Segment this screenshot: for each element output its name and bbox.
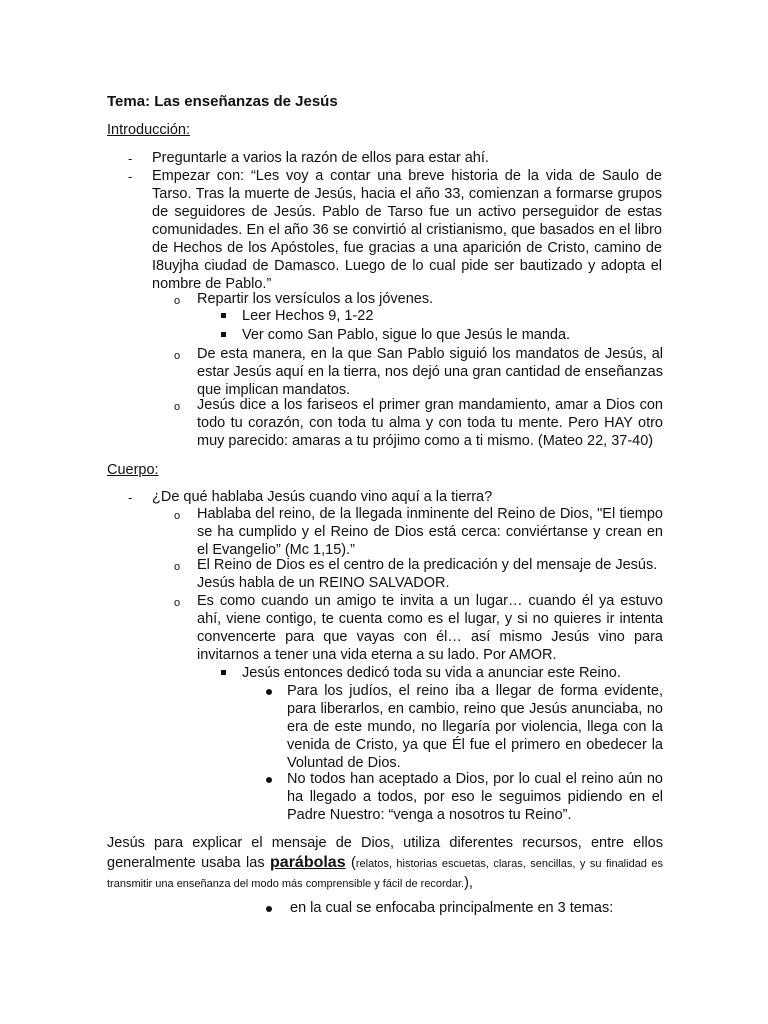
bullet-marker bbox=[266, 689, 272, 695]
intro-sub-1b: Ver como San Pablo, sigue lo que Jesús le manda. bbox=[242, 327, 571, 343]
body-sub-3: Es como cuando un amigo te invita a un lugar… cuando él ya estuvo ahí, viene contigo, te cuenta como es el lugar, y si no quieres ir intenta convencerte para que vayas con él… así mismo Jesús vino para invitarnos a tener una vida eterna a su lado. Por AMOR. bbox=[197, 593, 663, 663]
body-sub-3a: Jesús entonces dedicó toda su vida a anunciar este Reino. bbox=[242, 665, 621, 681]
closing-bullet: en la cual se enfocaba principalmente en 3 temas: bbox=[290, 900, 614, 916]
body-sub-1: Hablaba del reino, de la llegada inminente del Reino de Dios, "El tiempo se ha cumplido y el Reino de Dios está cerca: conviértanse y crean en el Evangelio” (Mc 1,15).” bbox=[197, 506, 663, 558]
intro-sub-3: Jesús dice a los fariseos el primer gran mandamiento, amar a Dios con todo tu corazón, con toda tu alma y con toda tu mente. Pero HAY otro muy parecido: amaras a tu prójimo como a ti mismo. (Mateo 22, 37-40) bbox=[197, 397, 663, 449]
circle-marker: o bbox=[174, 597, 181, 609]
dash-marker: - bbox=[128, 169, 133, 184]
circle-marker: o bbox=[174, 401, 181, 413]
body-bullet-1: Para los judíos, el reino iba a llegar de forma evidente, para liberarlos, en cambio, reino que Jesús anunciaba, no era de este mundo, no llegaría por violencia, llega con la venida de Cristo, ya que Él fue el primero en obedecer la Voluntad de Dios. bbox=[287, 683, 663, 771]
circle-marker: o bbox=[174, 295, 181, 307]
square-marker bbox=[221, 332, 226, 337]
parabolas-keyword: parábolas bbox=[270, 854, 346, 871]
intro-sub-1: Repartir los versículos a los jóvenes. bbox=[197, 291, 434, 307]
intro-item-2: Empezar con: “Les voy a contar una breve historia de la vida de Saulo de Tarso. Tras la muerte de Jesús, hacia el año 33, comienzan a formarse grupos de seguidores de Jesús. Pablo de Tarso fue un activo perseguidor de estas comunidades. En el año 36 se convirtió al cristianismo, que basados en el libro de Hechos de los Apóstoles, fue gracias a una aparición de Cristo, camino de I8uyjha ciudad de Damasco. Luego de lo cual pide ser bautizado y adopta el nombre de Pablo.” bbox=[152, 168, 662, 292]
intro-sub-1a: Leer Hechos 9, 1-22 bbox=[242, 308, 374, 324]
square-marker bbox=[221, 670, 226, 675]
closing-note: relatos, historias escuetas, claras, sencillas, y su finalidad es transmitir una enseñanza del modo más comprensible y fácil de recordar. bbox=[107, 858, 663, 890]
body-item-1: ¿De qué hablaba Jesús cuando vino aquí a la tierra? bbox=[152, 489, 493, 505]
dash-marker: - bbox=[128, 151, 133, 166]
closing-lead: Jesús para explicar el mensaje de Dios, utiliza diferentes recursos, entre ellos generalmente usaba las bbox=[107, 835, 663, 871]
closing-paren-open: ( bbox=[345, 855, 356, 871]
intro-heading: Introducción: bbox=[107, 122, 191, 138]
circle-marker: o bbox=[174, 350, 181, 362]
closing-paren-close: ), bbox=[464, 875, 473, 891]
body-sub-2: El Reino de Dios es el centro de la predicación y del mensaje de Jesús. Jesús habla de un REINO SALVADOR. bbox=[197, 557, 658, 591]
dash-marker: - bbox=[128, 490, 133, 505]
body-bullet-2: No todos han aceptado a Dios, por lo cual el reino aún no ha llegado a todos, por eso le seguimos pidiendo en el Padre Nuestro: “venga a nosotros tu Reino”. bbox=[287, 771, 663, 823]
body-heading: Cuerpo: bbox=[107, 462, 159, 478]
closing-paragraph bbox=[107, 834, 663, 894]
document-title: Tema: Las enseñanzas de Jesús bbox=[107, 93, 338, 110]
bullet-marker bbox=[266, 777, 272, 783]
intro-item-1: Preguntarle a varios la razón de ellos para estar ahí. bbox=[152, 150, 489, 166]
circle-marker: o bbox=[174, 561, 181, 573]
bullet-marker bbox=[266, 906, 272, 912]
intro-sub-2: De esta manera, en la que San Pablo siguió los mandatos de Jesús, al estar Jesús aquí en la tierra, nos dejó una gran cantidad de enseñanzas que implican mandatos. bbox=[197, 346, 663, 398]
circle-marker: o bbox=[174, 510, 181, 522]
square-marker bbox=[221, 313, 226, 318]
